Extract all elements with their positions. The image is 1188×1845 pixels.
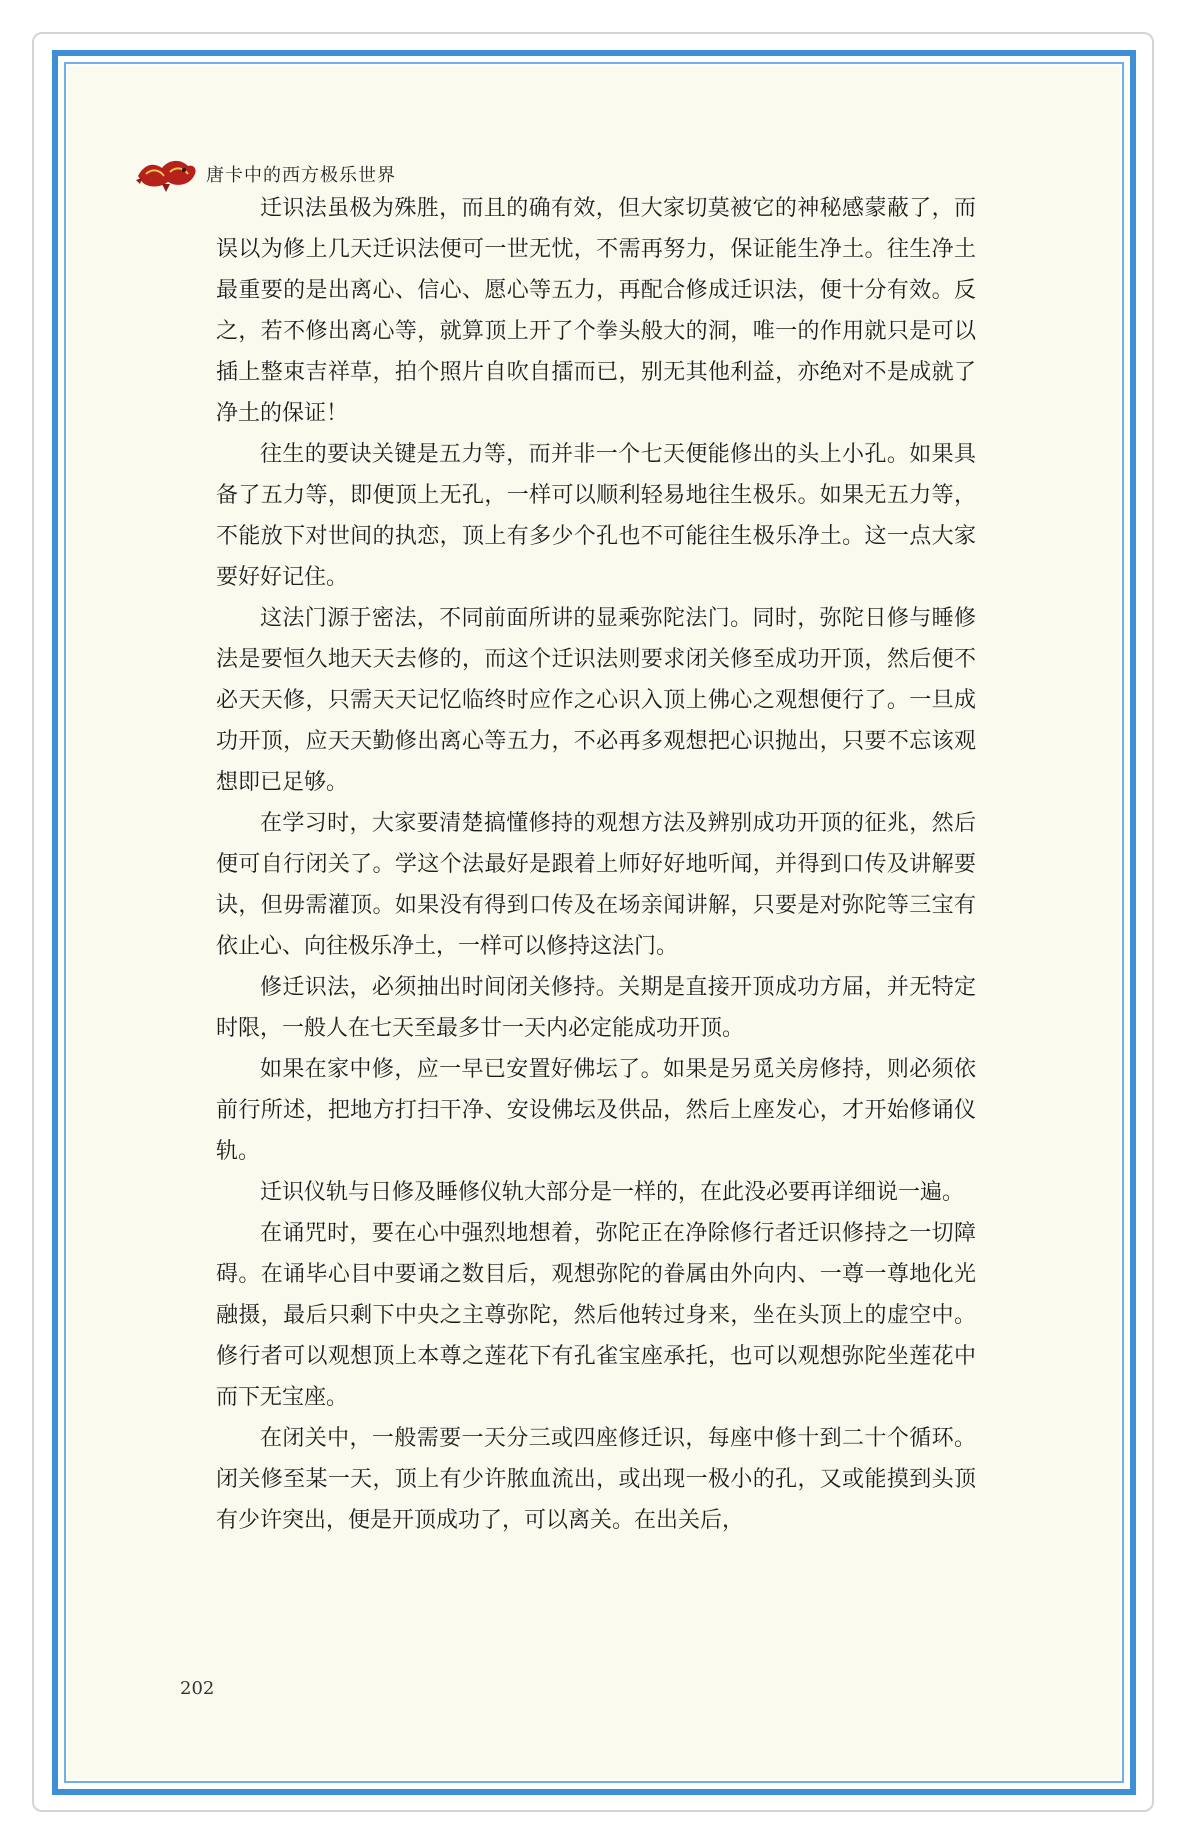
paragraph: 迁识法虽极为殊胜，而且的确有效，但大家切莫被它的神秘感蒙蔽了，而误以为修上几天迁识法便可一世无忧，不需再努力，保证能生净土。往生净土最重要的是出离心、信心、愿心等五力，再配合修成迁识法，便十分有效。反之，若不修出离心等，就算顶上开了个拳头般大的洞，唯一的作用就只是可以插上整束吉祥草，拍个照片自吹自擂而已，别无其他利益，亦绝对不是成就了净土的保证！ <box>216 196 976 426</box>
book-page <box>68 66 1120 1779</box>
paragraph: 往生的要诀关键是五力等，而并非一个七天便能修出的头上小孔。如果具备了五力等，即便顶上无孔，一样可以顺利轻易地往生极乐。如果无五力等，不能放下对世间的执恋，顶上有多少个孔也不可能往生极乐净土。这一点大家要好好记住。 <box>216 442 976 590</box>
paragraph: 迁识仪轨与日修及睡修仪轨大部分是一样的，在此没必要再详细说一遍。 <box>260 1180 965 1205</box>
red-dragon-ornament-icon <box>134 154 200 194</box>
paragraph: 如果在家中修，应一早已安置好佛坛了。如果是另觅关房修持，则必须依前行所述，把地方打扫干净、安设佛坛及供品，然后上座发心，才开始修诵仪轨。 <box>216 1057 976 1164</box>
page-blue-border <box>52 50 1136 1795</box>
paragraph: 修迁识法，必须抽出时间闭关修持。关期是直接开顶成功方届，并无特定时限，一般人在七天至最多廿一天内必定能成功开顶。 <box>216 975 976 1041</box>
paragraph: 在诵咒时，要在心中强烈地想着，弥陀正在净除修行者迁识修持之一切障碍。在诵毕心目中要诵之数目后，观想弥陀的眷属由外向内、一尊一尊地化光融摄，最后只剩下中央之主尊弥陀，然后他转过身来，坐在头顶上的虚空中。修行者可以观想顶上本尊之莲花下有孔雀宝座承托，也可以观想弥陀坐莲花中而下无宝座。 <box>216 1221 976 1410</box>
paragraph: 这法门源于密法，不同前面所讲的显乘弥陀法门。同时，弥陀日修与睡修法是要恒久地天天去修的，而这个迁识法则要求闭关修至成功开顶，然后便不必天天修，只需天天记忆临终时应作之心识入顶上佛心之观想便行了。一旦成功开顶，应天天勤修出离心等五力，不必再多观想把心识抛出，只要不忘该观想即已足够。 <box>216 606 976 795</box>
body-text <box>216 188 976 1541</box>
running-head-title: 唐卡中的西方极乐世界 <box>206 165 396 186</box>
paragraph: 在学习时，大家要清楚搞懂修持的观想方法及辨别成功开顶的征兆，然后便可自行闭关了。学这个法最好是跟着上师好好地听闻，并得到口传及讲解要诀，但毋需灌顶。如果没有得到口传及在场亲闻讲解，只要是对弥陀等三宝有依止心、向往极乐净土，一样可以修持这法门。 <box>216 811 976 959</box>
page-number: 202 <box>180 1678 215 1699</box>
paragraph: 在闭关中，一般需要一天分三或四座修迁识，每座中修十到二十个循环。闭关修至某一天，顶上有少许脓血流出，或出现一极小的孔，又或能摸到头顶有少许突出，便是开顶成功了，可以离关。在出关后， <box>216 1426 976 1533</box>
